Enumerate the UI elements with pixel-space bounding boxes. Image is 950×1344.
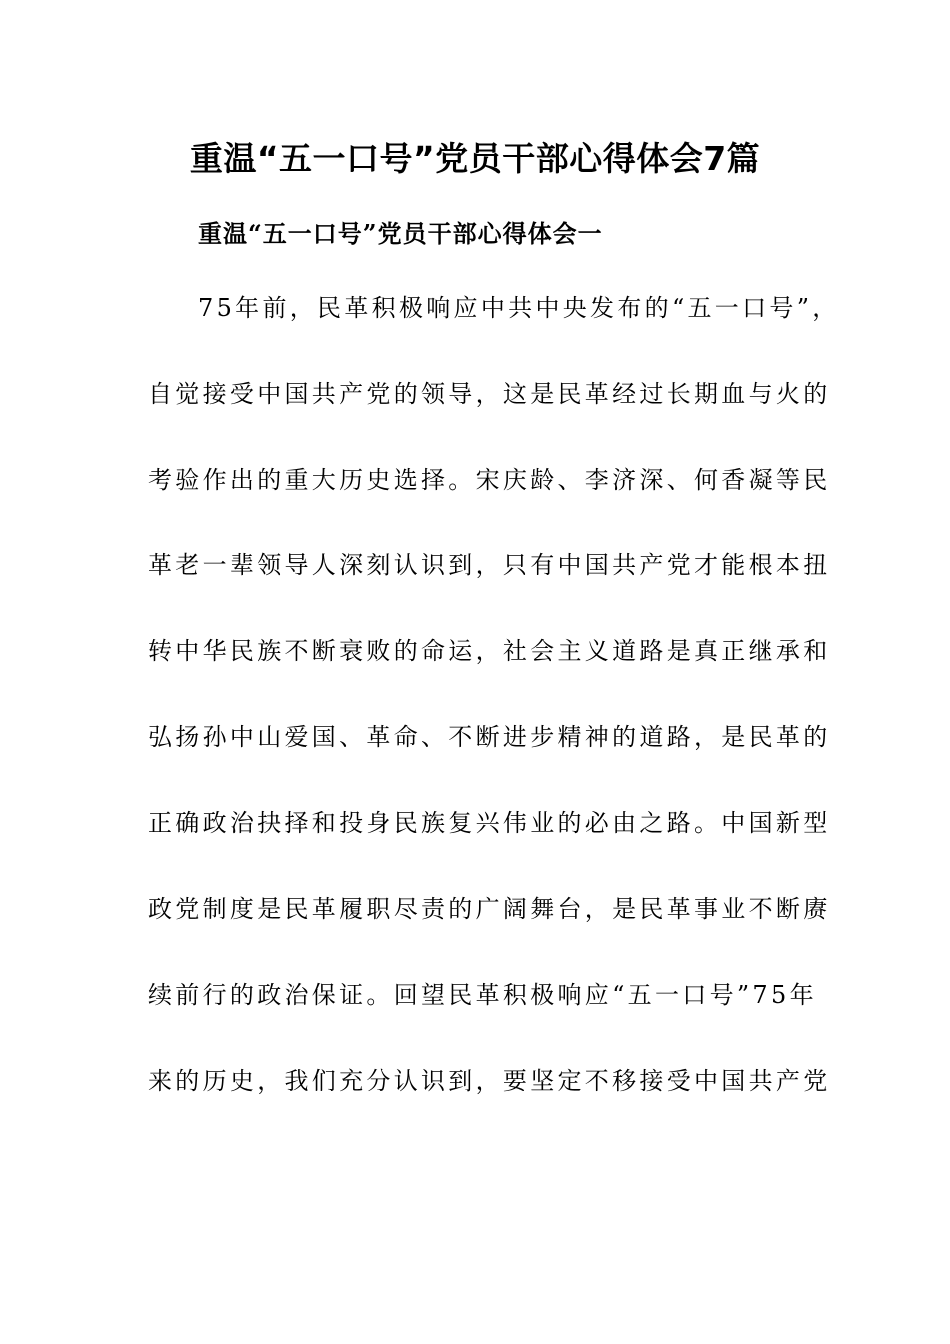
body-line: 续前行的政治保证。回望民革积极响应“五一口号”75年 [148,981,817,1009]
body-line: 正确政治抉择和投身民族复兴伟业的必由之路。中国新型 [148,809,831,837]
body-line: 革老一辈领导人深刻认识到，只有中国共产党才能根本扭 [148,551,831,579]
body-line: 政党制度是民革履职尽责的广阔舞台，是民革事业不断赓 [148,895,831,923]
section-heading: 重温“五一口号”党员干部心得体会一 [198,219,603,248]
body-line: 考验作出的重大历史选择。宋庆龄、李济深、何香凝等民 [148,466,831,494]
body-line: 自觉接受中国共产党的领导，这是民革经过长期血与火的 [148,380,831,408]
document-title: 重温“五一口号”党员干部心得体会7篇 [189,139,761,178]
body-line: 转中华民族不断衰败的命运，社会主义道路是真正继承和 [148,637,831,665]
body-line: 来的历史，我们充分认识到，要坚定不移接受中国共产党 [148,1067,831,1095]
body-line: 75年前，民革积极响应中共中央发布的“五一口号”， [198,294,840,322]
body-line: 弘扬孙中山爱国、革命、不断进步精神的道路，是民革的 [148,723,831,751]
